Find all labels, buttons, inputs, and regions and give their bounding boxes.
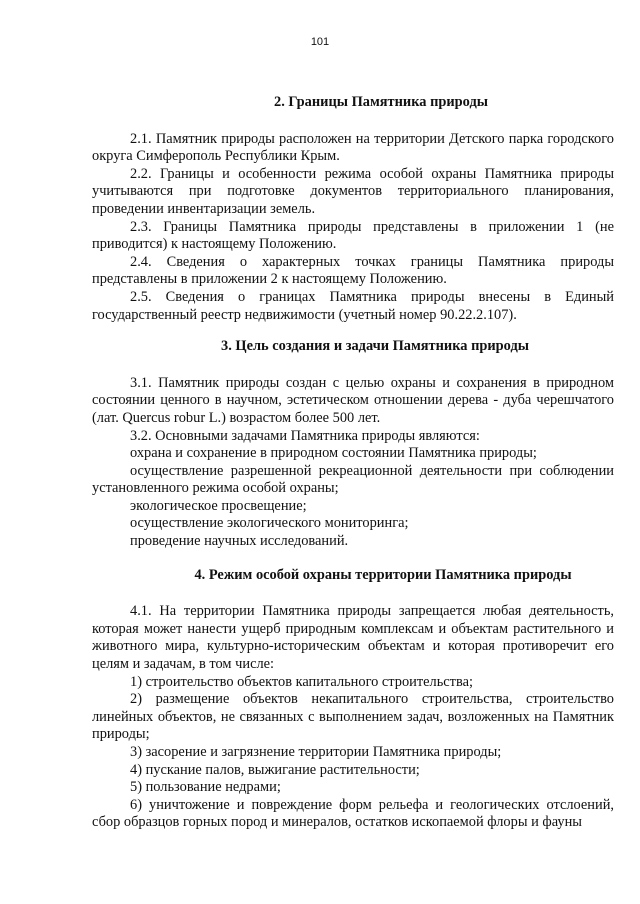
section-2-title: 2. Границы Памятника природы	[274, 94, 488, 110]
task-item: проведение научных исследований.	[130, 533, 349, 550]
section-4-intro: 4.1. На территории Памятника природы запрещается любая деятельность, которая может нанести ущерб природным комплексам и объектам растительного и животного мира, культурно-историческим объектам и которая противоречит его целям и задачам, в том числе:	[92, 603, 614, 673]
task-item: осуществление экологического мониторинга;	[130, 515, 409, 532]
section-2-paragraph: 2.1. Памятник природы расположен на территории Детского парка городского округа Симферополь Республики Крым.	[92, 130, 614, 165]
task-item: экологическое просвещение;	[130, 497, 307, 514]
task-item: охрана и сохранение в природном состоянии Памятника природы;	[130, 445, 537, 462]
section-2-paragraph: 2.3. Границы Памятника природы представлены в приложении 1 (не приводится) к настоящему Положению.	[92, 218, 614, 253]
prohibition-item: 6) уничтожение и повреждение форм рельефа и геологических отслоений, сбор образцов горных пород и минералов, остатков ископаемой флоры и фауны	[92, 796, 614, 831]
task-item: осуществление разрешенной рекреационной деятельности при соблюдении установленного режима особой охраны;	[92, 462, 614, 497]
prohibition-item: 2) размещение объектов некапитального строительства, строительство линейных объектов, не связанных с выполнением задач, возложенных на Памятник природы;	[92, 691, 614, 743]
document-body	[92, 94, 614, 832]
prohibition-item: 4) пускание палов, выжигание растительности;	[130, 761, 420, 778]
page-number: 101	[310, 36, 330, 48]
section-3-paragraph: 3.1. Памятник природы создан с целью охраны и сохранения в природном состоянии ценного в научном, эстетическом отношении дерева - дуба черешчатого (лат. Quercus robur L.) возрастом более 500 лет.	[92, 374, 614, 426]
section-4-title: 4. Режим особой охраны территории Памятника природы	[194, 566, 572, 583]
section-3-paragraph: 3.2. Основными задачами Памятника природы являются:	[130, 427, 480, 444]
section-2-paragraph: 2.4. Сведения о характерных точках границы Памятника природы представлены в приложении 2 к настоящему Положению.	[92, 253, 614, 288]
prohibition-item: 5) пользование недрами;	[130, 779, 281, 796]
prohibition-item: 1) строительство объектов капитального строительства;	[130, 673, 473, 690]
section-2-paragraph: 2.2. Границы и особенности режима особой охраны Памятника природы учитываются при подготовке документов территориального планирования, проведении инвентаризации земель.	[92, 165, 614, 217]
section-2-paragraph: 2.5. Сведения о границах Памятника природы внесены в Единый государственный реестр недвижимости (учетный номер 90.22.2.107).	[92, 288, 614, 323]
section-3-title: 3. Цель создания и задачи Памятника природы	[221, 338, 529, 355]
prohibition-item: 3) засорение и загрязнение территории Памятника природы;	[130, 744, 502, 760]
